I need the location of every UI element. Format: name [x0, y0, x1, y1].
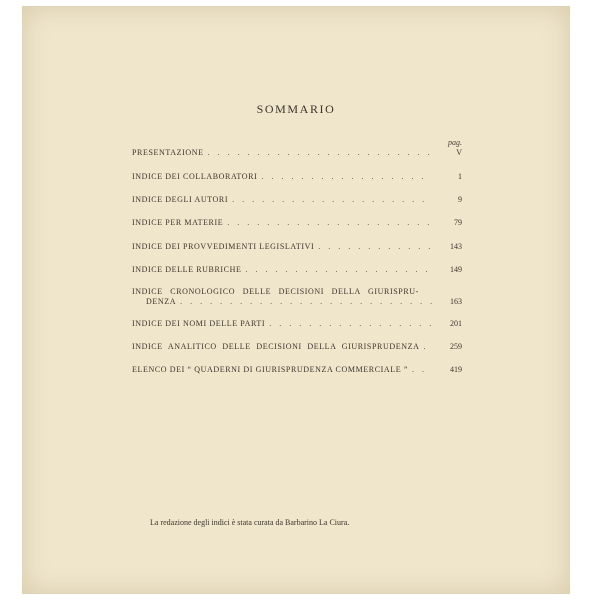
leader-dots [245, 265, 432, 275]
toc-page-number: 163 [450, 297, 462, 306]
page-column-label: pag. [448, 138, 462, 147]
toc-entry-label-line2: DENZA [146, 297, 177, 306]
toc-entry-label-line1: INDICE CRONOLOGICO DELLE DECISIONI DELLA GIURISPRU- [132, 287, 419, 296]
toc-page-number: V [456, 148, 462, 157]
toc-entry-rubriche[interactable] [132, 265, 462, 275]
leader-dots [261, 172, 432, 182]
toc-page-number: 1 [458, 172, 462, 181]
toc-entry-analitico[interactable] [132, 342, 462, 352]
editorial-note: La redazione degli indici è stata curata da Barbarino La Ciura. [150, 518, 350, 527]
toc-page-number: 9 [458, 195, 462, 204]
toc-page-number: 419 [450, 365, 462, 374]
toc-page-number: 79 [454, 218, 462, 227]
toc-entry-nomi-parti[interactable] [132, 319, 462, 329]
toc-entry-label: INDICE DEGLI AUTORI [132, 195, 229, 204]
toc-entry-cronologico[interactable] [132, 287, 462, 307]
toc-page-number: 149 [450, 265, 462, 274]
toc-entry-provvedimenti[interactable] [132, 242, 462, 252]
leader-dots [269, 319, 432, 329]
toc-entry-label: INDICE PER MATERIE [132, 218, 224, 227]
page-title: SOMMARIO [256, 102, 336, 116]
leader-dots [318, 242, 432, 252]
leader-dots [208, 148, 432, 158]
toc-entry-presentazione[interactable] [132, 148, 462, 158]
toc-entry-label: INDICE DELLE RUBRICHE [132, 265, 242, 274]
toc-entry-label: INDICE DEI NOMI DELLE PARTI [132, 319, 266, 328]
toc-entry-quaderni[interactable] [132, 365, 462, 375]
toc-entry-label: INDICE DEI PROVVEDIMENTI LEGISLATIVI [132, 242, 315, 251]
leader-dots [423, 342, 432, 352]
leader-dots [232, 195, 432, 205]
toc-entry-label: INDICE DEI COLLABORATORI [132, 172, 258, 181]
toc-entry-collaboratori[interactable] [132, 172, 462, 182]
document-page [22, 6, 570, 594]
leader-dots [180, 297, 432, 307]
toc-page-number: 143 [450, 242, 462, 251]
toc-entry-label: INDICE ANALITICO DELLE DECISIONI DELLA GIURISPRUDENZA [132, 342, 420, 351]
leader-dots [227, 218, 432, 228]
toc-page-number: 201 [450, 319, 462, 328]
leader-dots [412, 365, 432, 375]
toc-entry-autori[interactable] [132, 195, 462, 205]
toc-entry-label: ELENCO DEI “ QUADERNI DI GIURISPRUDENZA COMMERCIALE ” [132, 365, 409, 374]
toc-page-number: 259 [450, 342, 462, 351]
toc-entry-materie[interactable] [132, 218, 462, 228]
toc-entry-label: PRESENTAZIONE [132, 148, 204, 157]
